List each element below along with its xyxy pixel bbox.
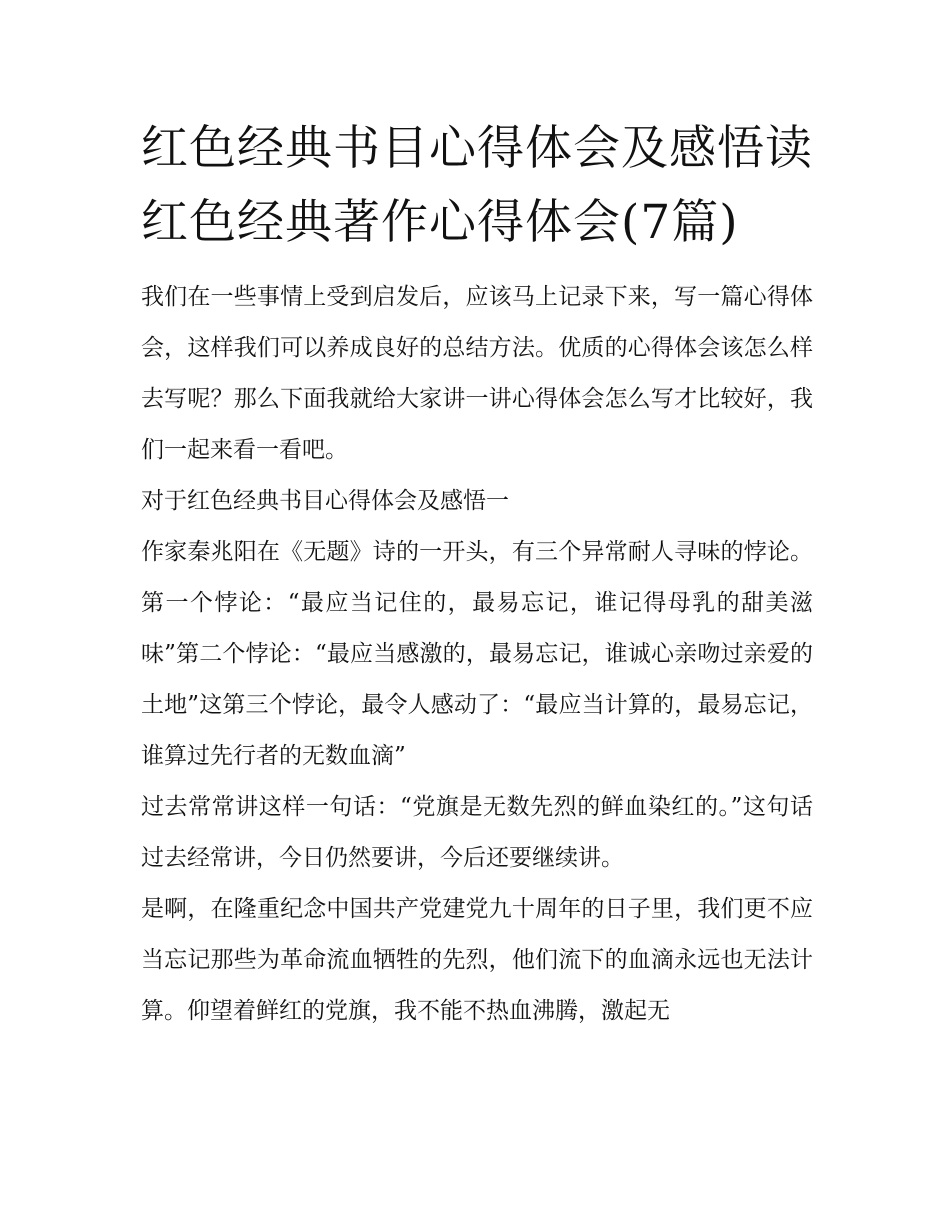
body-paragraph: 作家秦兆阳在《无题》诗的一开头，有三个异常耐人寻味的悖论。第一个悖论：“最应当记住的，最易忘记，谁记得母乳的甜美滋味”第二个悖论：“最应当感激的，最易忘记，谁诚心亲吻过亲爱的土地”这第三个悖论，最令人感动了：“最应当计算的，最易忘记，谁算过先行者的无数血滴” <box>141 539 813 769</box>
document-body <box>141 112 813 1037</box>
document-title: 红色经典书目心得体会及感悟读红色经典著作心得体会(7篇) <box>141 121 813 250</box>
section-heading: 对于红色经典书目心得体会及感悟一 <box>141 488 509 514</box>
body-paragraph: 是啊，在隆重纪念中国共产党建党九十周年的日子里，我们更不应当忘记那些为革命流血牺牲的先烈，他们流下的血滴永远也无法计算。仰望着鲜红的党旗，我不能不热血沸腾，激起无 <box>141 896 813 1024</box>
intro-paragraph: 我们在一些事情上受到启发后，应该马上记录下来，写一篇心得体会，这样我们可以养成良好的总结方法。优质的心得体会该怎么样去写呢？那么下面我就给大家讲一讲心得体会怎么写才比较好，我们一起来看一看吧。 <box>141 284 813 463</box>
body-paragraph: 过去常常讲这样一句话：“党旗是无数先烈的鲜血染红的。”这句话过去经常讲，今日仍然要讲，今后还要继续讲。 <box>141 794 813 871</box>
